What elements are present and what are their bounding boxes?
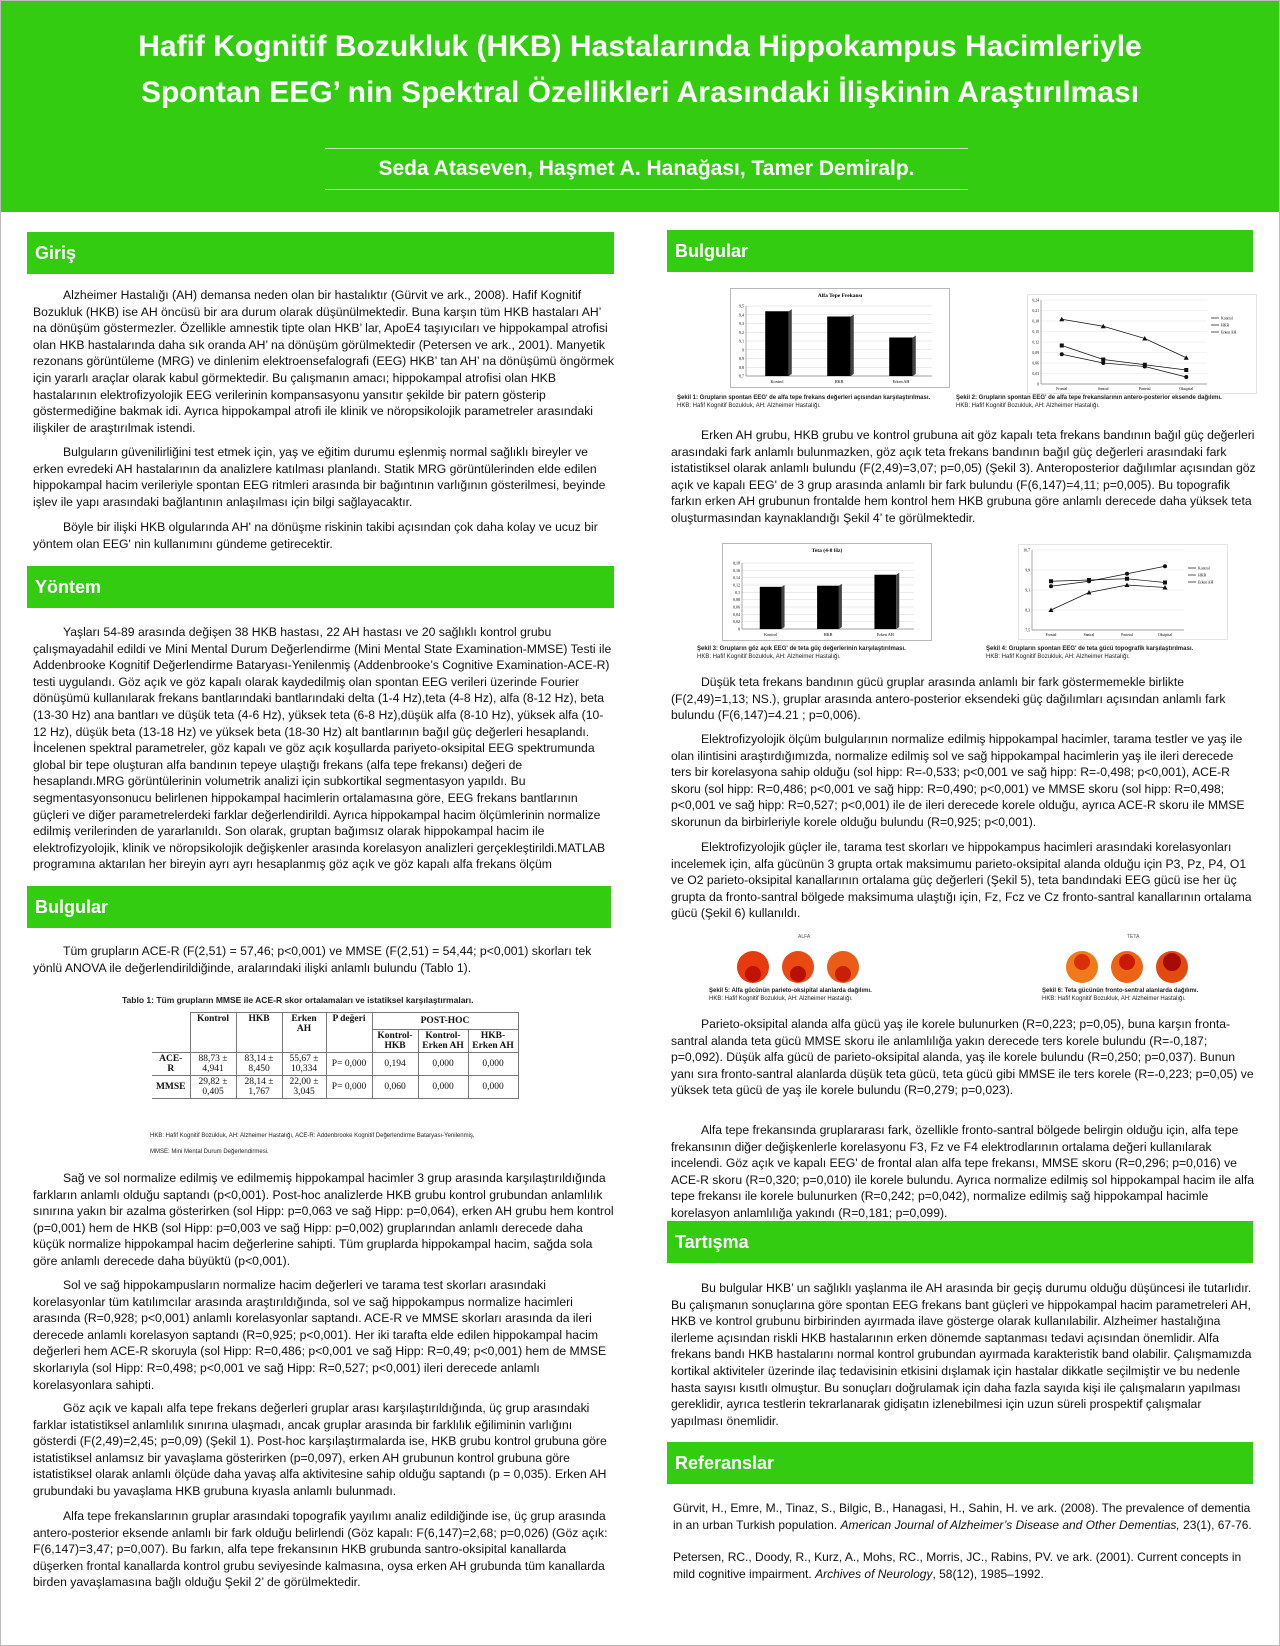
table-1-title: Tablo 1: Tüm grupların MMSE ile ACE-R skor ortalamaları ve istatiksel karşılaştırmaları. xyxy=(122,995,474,1005)
th-erken-ah: Erken AH xyxy=(282,1013,326,1053)
y-tick-label: 0,18 xyxy=(733,560,740,566)
x-tick-label: Parietal xyxy=(1138,387,1151,391)
tartisma-paragraph: Bu bulgular HKB’ un sağlıklı yaşlanma ile AH arasında bir geçiş durumu olduğu düşüncesi ile tutarlıdır. Bu çalışmanın sonuçlarına göre spontan EEG frekans bant güçleri ve hippokampal hacim parametreleri AH, HKB ve kontrol grubunu birbirinden ayırmada ilave gösterge olarak kullanılabilir. Alzheimer hastalığına ilerleme açısından riskli HKB hastalarının erken dönemde saptanması tedavi açısından önemlidir. Alfa frekans bandı HKB hastalarını normal kontrol grubundan ayırmada karakteristik band olabilir. Çalışmamızda kortikal aktiviteler üzerinde ilaç tedavisinin etkisini dışlamak için hastalar dikkatle seçilmiştir ve bu nedenle hasta sayısı kısıtlı olmuştur. Bu sonuçları doğrulamak için daha fazla sayıda kişi ile çalışmaların yapılması gereklidir, ayrıca testlerin tekrarlanarak gidişatın izlenebilmesi için uzun süreli prospektif çalışmalar yapılması önemlidir. xyxy=(671,1281,1252,1428)
row-label: ACE- R xyxy=(152,1053,190,1076)
figure-4-caption xyxy=(986,645,1256,661)
poster-title xyxy=(0,0,1280,116)
cell xyxy=(190,1076,236,1099)
y-tick-label: 0,06 xyxy=(733,604,740,610)
cell-mean: 28,14 ± xyxy=(244,1077,274,1087)
data-point xyxy=(1163,581,1167,585)
data-point xyxy=(1049,584,1053,588)
cell-he: 0,000 xyxy=(468,1053,518,1076)
cell-sd: 4,941 xyxy=(202,1064,224,1074)
row-label: MMSE xyxy=(152,1076,190,1099)
giris-paragraph-2: Bulguların güvenilirliğini test etmek için, yaş ve eğitim durumu eşlenmiş normal sağlıklı bireyler ve erken evredeki AH hastalarının da analizlere katılması planlandı. Statik MRG görüntülerinden elde edilen hippokampal hacim verileriyle spontan EEG ritmleri arasında bir bağıntının varlığının gösterilmesi, beyinde işlev ile yapı arasındaki bağlantının anlaşılması için bilgi sağlayacaktır. xyxy=(33,445,606,509)
x-tick-label: Frontal xyxy=(1056,387,1068,391)
chart-title: Alfa Tepe Frekansı xyxy=(817,293,863,299)
cell-kh: 0,060 xyxy=(372,1076,418,1099)
bulgular-right-paragraph-3: Elektrofizyolojik ölçüm bulgularının normalize edilmiş hippokampal hacimler, tarama testler ve yaş ile olan ilintisini araştırdığımızda, normalize edilmiş sol ve sağ hippokampal hacimlerin yaş ile ileri derecede ters bir korelasyona sahip olduğu (sol hipp: R=-0,533; p<0,001 ve sağ hipp: R=-0,498; p<0,001), ACE-R skoru (sol hipp: R=0,486; p<0,001 ve sağ hipp: R=0,490; p<0,001) ve MMSE skoru (sol hipp: R=0,498; p<0,001 ve sağ hipp: R=0,527; p<0,001) ile de ileri derecede korele olduğu, ayrıca ACE-R skoru ile MMSE skorunun da birbirleriyle korele olduğu bulundu (R=0,925; p<0,001). xyxy=(671,732,1245,829)
figure-3-teta-bar-chart xyxy=(722,543,932,641)
y-tick-label: 9,5 xyxy=(739,303,744,309)
bar-side xyxy=(789,309,792,376)
y-tick-label: 9,3 xyxy=(739,321,744,326)
bulgular-paragraph-1: Tüm grupların ACE-R (F(2,51) = 57,46; p<0,001) ve MMSE (F(2,51) = 54,44; p<0,001) skorları tek yönlü ANOVA ile değerlendirildiğinde, aralarındaki ilişki anlamlı bulundu (Tablo 1). xyxy=(33,944,592,975)
y-tick-label: 0 xyxy=(1037,382,1039,387)
data-point xyxy=(1184,368,1188,372)
cell xyxy=(236,1053,282,1076)
y-tick-label: 0,12 xyxy=(1032,340,1039,345)
th-hkb: HKB xyxy=(236,1013,282,1053)
data-point xyxy=(1101,361,1105,365)
table-row xyxy=(152,1053,518,1076)
figure-2-caption xyxy=(956,394,1256,410)
y-tick-label: 9,2 xyxy=(739,329,744,335)
reference-2 xyxy=(673,1549,1258,1582)
cell-sd: 3,045 xyxy=(293,1087,315,1097)
cell-ke: 0,000 xyxy=(418,1076,468,1099)
cell-sd: 0,405 xyxy=(202,1087,224,1097)
y-tick-label: 0,15 xyxy=(1032,330,1039,334)
bar xyxy=(817,586,839,629)
x-tick-label: Parietal xyxy=(1121,633,1133,637)
bulgular-paragraph-4: Göz açık ve kapalı alfa tepe frekans değerleri gruplar arası karşılaştırıldığında, üç grup arasındaki farklar istatistiksel anlamlılık sınırına ulaşmadı, ancak gruplar arasında bir farklılık eğiliminin varlığını gösterdi (F(2,49)=2,45; p=0,09) (Şekil 1). Post-hoc karşılaştırmalarda ise, HKB grubu kontrol grubuna göre istatistiksel anlamsız bir yavaşlama gösterirken (p=0,097), erken AH grubunun kontrol grubuna göre istatistiksel olarak anlamlı ölçüde daha yavaş alfa aktivitesine sahip olduğu saptandı (p = 0,035). Erken AH grubundaki bu yavaşlama HKB grubuna kıyasla anlamlı bulunmadı. xyxy=(33,1401,607,1498)
y-tick-label: 9,4 xyxy=(739,312,744,318)
legend-label: Erken AH xyxy=(1198,580,1214,585)
figure-1-caption-title: Şekil 1: Grupların spontan EEG' de alfa tepe frekans değerleri açısından karşılaştırılması. xyxy=(677,395,931,401)
topomap-spot xyxy=(1119,954,1135,970)
cell-p: P= 0,000 xyxy=(326,1053,372,1076)
reference-2-authors: Petersen, RC., Doody, R., Kurz, A., Mohs, RC., Morris, JC., Rabins, PV. ve ark. (2001). Current concepts in mild cognitive impairment. xyxy=(673,1550,1242,1581)
section-referanslar-heading: Referanslar xyxy=(667,1442,1253,1484)
cell-mean: 22,00 ± xyxy=(289,1077,319,1087)
reference-2-volume: , 58(12), 1985–1992. xyxy=(932,1566,1044,1581)
y-tick-label: 9 xyxy=(742,347,744,353)
x-tick-label: Kontrol xyxy=(764,632,778,637)
cell-he: 0,000 xyxy=(468,1076,518,1099)
section-tartisma-heading: Tartışma xyxy=(667,1221,1253,1263)
bulgular-right-paragraph-4: Elektrofizyolojik güçler ile, tarama test skorları ve hippokampus hacimleri arasındaki korelasyonları incelemek için, alfa gücünün 3 grupta ortak maksimumu parieto-oksipital alanda olduğu için P3, Pz, P4, O1 ve O2 parieto-oksipital kanallarının ortalama güç değerleri (Şekil 5), teta bandındaki EEG gücü ise her üç grupta da fronto-santral bölgede maksimuma ulaştığı için, Fz, Fcz ve Cz fronto-santral kanallarının ortalama gücü (Şekil 6) kullanıldı. xyxy=(671,840,1252,921)
topomap-spot xyxy=(790,966,806,982)
figure-2-alfa-line-chart xyxy=(1027,294,1257,394)
cell-sd: 1,767 xyxy=(248,1087,270,1097)
y-tick-label: 0,08 xyxy=(733,597,740,603)
figure-1-caption-note: HKB: Hafif Kognitif Bozukluk, AH: Alzheimer Hastalığı. xyxy=(677,403,821,409)
cell-kh: 0,194 xyxy=(372,1053,418,1076)
data-point xyxy=(1184,375,1188,379)
cell xyxy=(236,1076,282,1099)
y-tick-label: 0,21 xyxy=(1032,309,1039,313)
y-tick-label: 0,04 xyxy=(733,611,740,617)
figure-6-caption xyxy=(1042,987,1262,1003)
bulgular-paragraph-5: Alfa tepe frekanslarının gruplar arasındaki topografik yayılımı analiz edildiğinde ise, üç grup arasında antero-posterior eksende anlamlı bir fark olduğu belirlendi (Göz kapalı: F(6,147)=2,68; p=0,026) (Göz açık: F(6,147)=3,47; p=0,007). Bu farkın, alfa tepe frekansının HKB grubunda santro-oksipital kanallarda düşerken frontal kanallarda kontrol grubu seviyesinde kalmasına, oysa erken AH grubunda tüm kanallarda birden yavaşlamasına bağlı olduğu Şekil 2’ de görülmektedir. xyxy=(33,1509,608,1590)
figure-3-caption xyxy=(697,645,957,661)
topomap-spot xyxy=(1163,953,1181,971)
y-tick-label: 10,7 xyxy=(1023,548,1030,553)
figure-4-teta-line-chart xyxy=(1018,544,1228,640)
y-tick-label: 9,1 xyxy=(739,338,744,344)
y-tick-label: 0,14 xyxy=(733,575,740,581)
bar-side xyxy=(913,336,916,377)
cell xyxy=(190,1053,236,1076)
legend-label: Erken AH xyxy=(1221,330,1237,335)
legend-label: Kontrol xyxy=(1221,316,1233,321)
th-p-degeri: P değeri xyxy=(326,1013,372,1053)
y-tick-label: 9,1 xyxy=(1025,588,1030,593)
figure-3-caption-note: HKB: Hafif Kognitif Bozukluk, AH: Alzheimer Hastalığı. xyxy=(697,654,841,660)
figure-2-caption-note: HKB: Hafif Kognitif Bozukluk, AH: Alzheimer Hastalığı. xyxy=(956,403,1100,409)
table-1-note-1: HKB: Hafif Kognitif Bozukluk, AH: Alzheimer Hastalığı, ACE-R: Addenbrooke Kognitif Değerlendirme Bataryası-Yenilenmiş, xyxy=(150,1133,475,1139)
bar-side xyxy=(896,573,899,629)
cell xyxy=(282,1053,326,1076)
figure-5-alfa-topomaps xyxy=(733,932,873,987)
cell-mean: 88,73 ± xyxy=(198,1054,228,1064)
x-tick-label: HKB xyxy=(834,379,844,384)
th-hkb-erken: HKB-Erken AH xyxy=(468,1030,518,1053)
y-tick-label: 0,06 xyxy=(1032,361,1039,366)
data-point xyxy=(1125,572,1129,576)
authors-box xyxy=(325,148,968,190)
bulgular-paragraph-2: Sağ ve sol normalize edilmiş ve edilmemiş hippokampal hacimler 3 grup arasında karşılaştırıldığında farkların anlamlı olduğu saptandı (p<0,001). Post-hoc analizlerde HKB grubu kontrol grubundan anlamlılık sınırına yakın bir azalma gösterirken (sol Hipp: p=0,063 ve sağ Hipp: p=0,064), erken AH grubu hem kontrol (p=0,001) hem de HKB (sol Hipp: p=0,003 ve sağ Hipp: p=0,002) gruplarından anlamlı derecede daha küçük normalize hippokampal hacim değerlerine sahipti. Tüm gruplarda hippokampal hacim, sağda sola göre anlamlı derecede daha büyüktü (p<0,001). xyxy=(33,1171,614,1268)
poster-header xyxy=(0,0,1280,212)
figure-2-caption-title: Şekil 2: Grupların spontan EEG' de alfa tepe frekanslarının antero-posterior eksende dağılımı. xyxy=(956,395,1222,401)
section-bulgular-heading-right: Bulgular xyxy=(667,230,1253,272)
th-posthoc: POST-HOC xyxy=(372,1013,518,1030)
bulgular-paragraph-3: Sol ve sağ hippokampusların normalize hacim değerleri ve tarama test skorları arasındaki korelasyonlar tüm katılımcılar arasında araştırıldığında, sol ve sağ hippokampus normalize hacimleri arasında (R=0,928; p<0,001) anlamlı korelasyonlar saptandı. ACE-R ve MMSE skorları arasında da ileri derecede anlamlı korelasyon saptandı (R=0,925; p<0,001). Her iki tarafta elde edilen hippokampal hacim değerleri hem ACE-R skoruyla (sol Hipp: R=0,486; p<0,001 ve sağ Hipp: R=0,49; p<0,001) hem de MMSE skorlarıyla (sol Hipp: R=0,498; p<0,001 ve sağ Hipp: R=0,527; p<0,001) ileri derecede anlamlı korelasyonlara sahipti. xyxy=(33,1278,607,1392)
giris-paragraph-1: Alzheimer Hastalığı (AH) demansa neden olan bir hastalıktır (Gürvit ve ark., 2008). Hafif Kognitif Bozukluk (HKB) ise AH öncüsü bir ara durum olarak düşünülmektedir. Buna karşın tüm HKB hastaları AH’ na dönüşüm göstermezler. Özellikle amnestik tipte olan HKB’ lar, ApoE4 taşıyıcıları ve hippokampal atrofisi olan HKB hastalarında daha sık oranda AH’ na dönüşüm görülmektedir (Petersen ve ark., 2001). Manyetik rezonans görüntüleme (MRG) ve dinlenim elektroensefalografi (EEG) HKB’ tan AH’ na dönüşümü öngörmek için yararlı araçlar olarak kabul görmektedir. Bu çalışmanın amacı; hippokampal atrofisi olan HKB hastalarının elektrofizyolojik EEG verilerinin kompansasyonu yansıtır şekilde bir patern gösterip göstermediğine bakmak idi. Ayrıca hippokampal atrofi ile klinik ve nöropsikolojik parametreler arasındaki ilişkiler de araştırılmak istendi. xyxy=(33,288,614,435)
topomap-spot xyxy=(745,966,761,982)
legend-label: Kontrol xyxy=(1198,566,1210,571)
figure-6-teta-topomaps xyxy=(1062,932,1202,987)
reference-2-journal: Archives of Neurology xyxy=(815,1566,933,1581)
figure-4-caption-title: Şekil 4: Grupların spontan EEG' de teta gücü topografik karşılaştırılması. xyxy=(986,646,1194,652)
th-kontrol: Kontrol xyxy=(190,1013,236,1053)
figure-6-caption-note: HKB: Hafif Kognitif Bozukluk, AH: Alzheimer Hastalığı. xyxy=(1042,996,1186,1002)
y-tick-label: 0,12 xyxy=(733,582,740,588)
y-tick-label: 7,5 xyxy=(1025,628,1030,633)
bar xyxy=(874,575,896,629)
y-tick-label: 0,16 xyxy=(733,567,740,573)
x-tick-label: Erken AH xyxy=(892,379,910,384)
bar xyxy=(889,338,913,377)
figure-5-caption-note: HKB: Hafif Kognitif Bozukluk, AH: Alzheimer Hastalığı. xyxy=(709,996,853,1002)
chart-frame xyxy=(1019,545,1228,640)
x-tick-label: Santral xyxy=(1097,387,1109,391)
reference-1-journal: American Journal of Alzheimer’s Disease and Other Dementias, xyxy=(840,1517,1180,1532)
y-tick-label: 0,03 xyxy=(1032,372,1039,376)
giris-paragraph-3: Böyle bir ilişki HKB olgularında AH' na dönüşme riskinin takibi açısından çok daha kolay ve ucuz bir yöntem olan EEG' nin kullanımını gündeme getirecektir. xyxy=(33,520,598,551)
x-tick-label: Santral xyxy=(1083,633,1095,637)
y-tick-label: 0,09 xyxy=(1032,351,1039,355)
authors: Seda Ataseven, Haşmet A. Hanağası, Tamer Demiralp. xyxy=(378,157,915,180)
bar xyxy=(827,317,851,377)
figure-5-label: ALFA xyxy=(798,934,811,940)
data-point xyxy=(1143,365,1147,369)
x-tick-label: Oksipital xyxy=(1179,387,1194,391)
bar-side xyxy=(839,584,842,629)
figure-4-caption-note: HKB: Hafif Kognitif Bozukluk, AH: Alzheimer Hastalığı. xyxy=(986,654,1130,660)
cell-mean: 83,14 ± xyxy=(244,1054,274,1064)
y-tick-label: 0,24 xyxy=(1032,298,1039,303)
table-1-note-2: MMSE: Mini Mental Durum Değerlendirmesi. xyxy=(150,1149,269,1155)
section-bulgular-heading-left: Bulgular xyxy=(27,886,611,928)
y-tick-label: 8,8 xyxy=(739,364,744,370)
figure-5-caption xyxy=(709,987,959,1003)
topomap-spot xyxy=(835,966,851,982)
cell-mean: 29,82 ± xyxy=(198,1077,228,1087)
section-giris-heading: Giriş xyxy=(27,232,614,274)
data-point xyxy=(1101,358,1105,362)
bulgular-right-paragraph-1: Erken AH grubu, HKB grubu ve kontrol grubuna ait göz kapalı teta frekans bandının bağıl güç değerleri arasındaki fark anlamlı bulunmazken, göz açık teta frekans bandının bağıl güç değerleri arasındaki fark istatistiksel olarak anlamlı bulundu (F(2,49)=3,07; p=0,05) (Şekil 3). Anteroposterior dağılımlar açısından göz açık ve kapalı EEG' de 3 grup arasında anlamlı bir fark bulundu (F(6,147)=4,11; p=0,005). Bu topografik farkın erken AH grubunun frontalde hem kontrol hem HKB grubuna göre anlamlı derecede daha yüksek teta oluşturmasından kaynaklandığı Şekil 4’ te görülmektedir. xyxy=(671,428,1256,525)
table-row xyxy=(152,1076,518,1099)
legend-label: HKB xyxy=(1221,323,1230,328)
figure-3-caption-title: Şekil 3: Grupların göz açık EEG' de teta güç değerlerinin karşılaştırılması. xyxy=(697,646,906,652)
section-yontem-heading: Yöntem xyxy=(27,566,614,608)
reference-1 xyxy=(673,1500,1258,1533)
chart-title: Teta (4-8 Hz) xyxy=(811,548,843,554)
y-tick-label: 8,3 xyxy=(1025,608,1030,613)
figure-6-caption-title: Şekil 6: Teta gücünün fronto-sentral alanlarda dağılımı. xyxy=(1042,988,1199,994)
x-tick-label: Frontal xyxy=(1045,633,1057,637)
y-tick-label: 0 xyxy=(738,626,740,632)
y-tick-label: 9,9 xyxy=(1025,568,1030,573)
figure-1-alfa-bar-chart xyxy=(730,288,950,388)
cell xyxy=(282,1076,326,1099)
y-tick-label: 0,18 xyxy=(1032,319,1039,324)
bar-side xyxy=(851,315,854,377)
y-tick-label: 0,02 xyxy=(733,619,740,625)
figure-5-caption-title: Şekil 5: Alfa gücünün parieto-oksipital alanlarda dağılımı. xyxy=(709,988,872,994)
th-kontrol-hkb: Kontrol-HKB xyxy=(372,1030,418,1053)
y-tick-label: 8,7 xyxy=(739,373,744,379)
figure-6-label: TETA xyxy=(1127,934,1140,940)
cell-sd: 10,334 xyxy=(290,1064,318,1074)
table-1 xyxy=(152,1012,519,1099)
legend-label: HKB xyxy=(1198,573,1207,578)
bulgular-right-paragraph-5: Parieto-oksipital alanda alfa gücü yaş ile korele bulunurken (R=0,223; p=0,05), buna karşın fronta-santral alanda teta gücü MMSE skoru ile anlamlılığa yakın derecede ters korele bulundu (R=-0,187; p=0,092). Düşük alfa gücü de parieto-oksipital alanda, yaş ile korele bulundu (R=0,250; p=0,037). Bunun yanı sıra fronto-santral alanlarda düşük teta gücü, teta gücü gibi MMSE ile ters korele (R=-0,223; p=0,05) ve yüksek teta gücü de yaş ile korele bulundu (R=0,279; p=0,023). xyxy=(671,1017,1254,1098)
x-tick-label: Kontrol xyxy=(770,379,784,384)
cell-sd: 8,450 xyxy=(248,1064,270,1074)
title-line-2: Spontan EEG’ nin Spektral Özellikleri Arasındaki İlişkinin Araştırılması xyxy=(140,76,1140,109)
cell-p: P= 0,000 xyxy=(326,1076,372,1099)
title-line-1: Hafif Kognitif Bozukluk (HKB) Hastalarında Hippokampus Hacimleriyle xyxy=(138,30,1142,63)
y-tick-label: 8,9 xyxy=(739,356,744,361)
x-tick-label: Erken AH xyxy=(876,632,894,637)
x-tick-label: HKB xyxy=(823,632,833,637)
data-point xyxy=(1049,579,1053,583)
table-1-wrapper xyxy=(152,1012,519,1099)
bar xyxy=(765,311,789,376)
bar-side xyxy=(782,585,785,629)
reference-1-authors: Gürvit, H., Emre, M., Tinaz, S., Bilgic, B., Hanagasi, H., Sahin, H. ve ark. (2008). The prevalence of dementia in an urban Turkish population. xyxy=(673,1501,1251,1532)
data-point xyxy=(1163,564,1167,568)
bar xyxy=(760,587,782,629)
table-corner xyxy=(152,1013,190,1053)
th-kontrol-erken: Kontrol-Erken AH xyxy=(418,1030,468,1053)
data-point xyxy=(1060,344,1064,348)
data-point xyxy=(1125,577,1129,581)
x-tick-label: Oksipital xyxy=(1158,633,1172,637)
cell-mean: 55,67 ± xyxy=(289,1054,319,1064)
topomap-spot xyxy=(1074,954,1090,970)
figure-1-caption xyxy=(677,394,967,410)
bulgular-right-paragraph-6: Alfa tepe frekansında gruplararası fark, özellikle fronto-santral bölgede belirgin olduğu için, alfa tepe frekansının diğer değişkenlerle korelasyonu F3, Fz ve F4 elektrodlarının ortalama değeri kullanılarak incelendi. Göz açık ve kapalı EEG' de frontal alan alfa tepe frekansı, MMSE skoru (R=0,296; p=0,016) ve ACE-R skoru (R=0,320; p=0,010) ile korele bulundu. Ayrıca normalize edilmiş sol hippokampal hacim ile alfa tepe frekansı ile korele bulunurken (R=0,242; p=0,042), normalize edilmiş sağ hippokampal hacimle korelasyon anlamlılığa yakındı (R=0,181; p=0,099). xyxy=(671,1123,1255,1220)
y-tick-label: 0,1 xyxy=(735,589,740,595)
yontem-paragraph: Yaşları 54-89 arasında değişen 38 HKB hastası, 22 AH hastası ve 20 sağlıklı kontrol grubu çalışmayadahil edildi ve Mini Mental Durum Değerlendirme (Mini Mental State Examination-MMSE) Testi ile Addenbrooke Kognitif Değerlendirme Bataryası-Yenilenmiş (Addenbrooke’s Cognitive Examination-ACE-R) testi uygulandı. Göz açık ve göz kapalı olarak kaydedilmiş olan spontan EEG verileri üzerinde Fourier dönüşümü kullanılarak frekans bantlarındaki bantlarındaki delta (1-4 Hz),teta (4-8 Hz), alfa (8-12 Hz), beta (13-30 Hz) ana bantları ve düşük teta (4-6 Hz), yüksek teta (6-8 Hz),düşük alfa (8-10 Hz), yüksek alfa (10-12 Hz), düşük beta (13-18 Hz) ve yüksek beta (18-30 Hz) alt bantlarının bağıl güç değerleri hesaplandı. İncelenen spektral parametreler, göz kapalı ve göz açık koşullarda pariyeto-oksipital EEG spektrumunda global bir tepe oluşturan alfa bandının tepeye ulaştığı frekans (alfa tepe frekansı) değeri de hesaplandı.MRG görüntülerinin volumetrik analizi için subkortikal segmentasyon yapıldı. Bu segmentasyonsonucu belirlenen hippokampal hacimlerin ortalamasına göre, EEG frekans bantlarının güçleri ve diğer parametrelerdeki farklar değerlendirildi. Ayrıca hippokampal hacim ölçümlerinin normalize edilmiş verilerinden de yararlanıldı. Son olarak, gruptan bağımsız olarak hippokampal hacim ile elektrofizyolojik, klinik ve nöropsikolojik değişkenler arasında korelasyon analizleri gerçekleştirildi.MATLAB programına aktarılan her bireyin ayrı ayrı hesaplanmış göz açık ve göz kapalı alfa frekans ölçüm xyxy=(33,625,612,872)
data-point xyxy=(1060,352,1064,356)
data-point xyxy=(1087,578,1091,582)
bulgular-right-paragraph-2: Düşük teta frekans bandının gücü gruplar arasında anlamlı bir fark göstermemekle birlikte (F(2,49)=1,13; NS.), gruplar arasında antero-posterior eksendeki güç dağılımları açısından anlamlı fark bulundu (F(6,147)=4.21 ; p=0,006). xyxy=(671,675,1226,723)
cell-ke: 0,000 xyxy=(418,1053,468,1076)
reference-1-volume: 23(1), 67-76. xyxy=(1179,1517,1252,1532)
